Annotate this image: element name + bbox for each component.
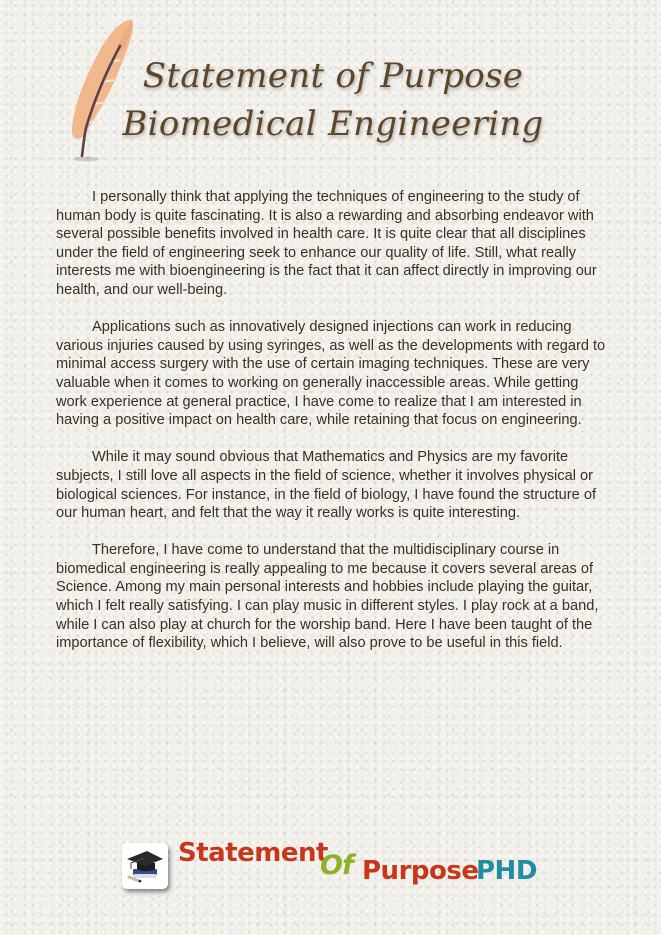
footer-logo xyxy=(122,838,548,894)
paragraph-4: Therefore, I have come to understand that the multidisciplinary course in biomedical engineering is really appealing to me because it covers several areas of Science. Among my main personal interests and hobbies include playing the guitar, which I felt really satisfying. I can play music in different styles. I play rock at a band, while I can also play at church for the worship band. Here I have been taught of the importance of flexibility, which I believe, will also prove to be useful in this field. xyxy=(56,542,599,652)
title-line-2: Biomedical Engineering xyxy=(122,104,544,144)
logo-word-statement: Statement xyxy=(178,838,328,868)
paragraph-2: Applications such as innovatively designed injections can work in reducing various injuries caused by using syringes, as well as the developments with regard to minimal access surgery with the use of certain imaging techniques. These are very valuable when it comes to working on generally inaccessible areas. While getting work experience at general practice, I have come to realize that I am interested in having a positive impact on health care, while retaining that focus on engineering. xyxy=(56,319,606,429)
logo-wordmark xyxy=(178,838,548,894)
paragraph-3: While it may sound obvious that Mathematics and Physics are my favorite subjects, I still love all aspects in the field of science, whether it involves physical or biological sciences. For instance, in the field of biology, I have found the structure of our human heart, and felt that the way it really works is quite interesting. xyxy=(56,449,597,522)
page-title xyxy=(118,52,548,148)
title-line-1: Statement of Purpose xyxy=(142,56,524,96)
paragraph-1: I personally think that applying the techniques of engineering to the study of human body is quite fascinating. It is also a rewarding and absorbing endeavor with several possible benefits involved in health care. It is quite clear that all disciplines under the field of engineering seek to enhance our quality of life. Still, what really interests me with bioengineering is the fact that it can affect directly in improving our health, and our well-being. xyxy=(56,189,597,298)
logo-word-phd: PHD xyxy=(476,856,537,886)
document-body xyxy=(56,188,608,671)
graduation-cap-icon xyxy=(122,843,168,889)
logo-word-of: Of xyxy=(320,850,353,881)
logo-word-purpose: Purpose xyxy=(362,856,479,886)
